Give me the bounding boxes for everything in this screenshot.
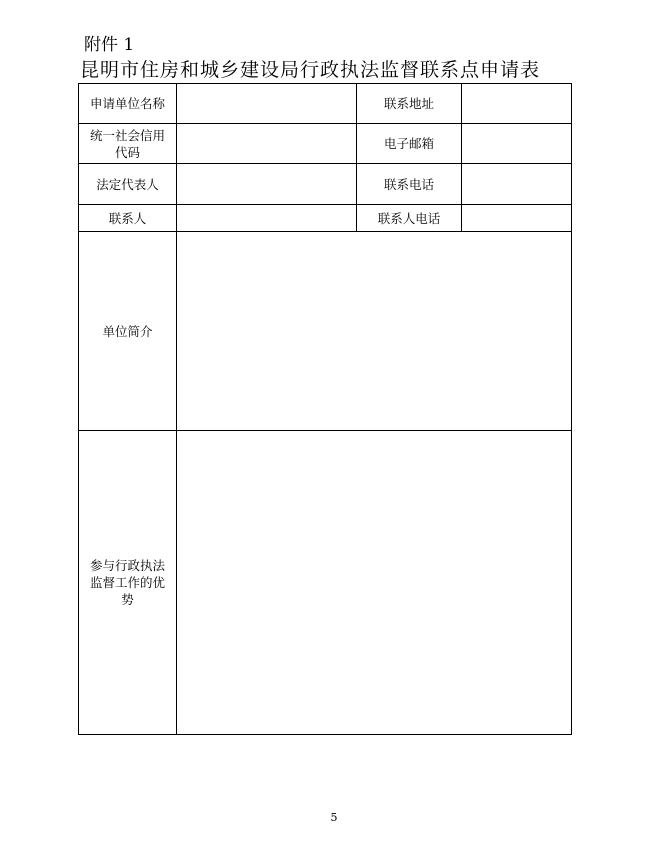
page-number: 5 — [330, 811, 338, 824]
contact-address-label: 联系地址 — [357, 84, 462, 124]
phone-field[interactable] — [462, 164, 572, 205]
contact-phone-label: 联系人电话 — [357, 205, 462, 232]
advantages-field[interactable] — [177, 431, 572, 735]
form-row-applicant — [79, 84, 572, 124]
form-row-contact — [79, 205, 572, 232]
credit-code-label: 统一社会信用代码 — [89, 127, 165, 160]
legal-rep-label: 法定代表人 — [79, 164, 177, 205]
advantages-label: 参与行政执法监督工作的优势 — [89, 558, 165, 607]
form-row-advantages — [79, 431, 572, 735]
email-field[interactable] — [462, 124, 572, 164]
contact-person-field[interactable] — [177, 205, 357, 232]
contact-address-field[interactable] — [462, 84, 572, 124]
form-row-profile — [79, 232, 572, 431]
email-label: 电子邮箱 — [357, 124, 462, 164]
profile-field[interactable] — [177, 232, 572, 431]
application-form-table — [78, 83, 572, 735]
applicant-name-label: 申请单位名称 — [79, 84, 177, 124]
credit-code-field[interactable] — [177, 124, 357, 164]
legal-rep-field[interactable] — [177, 164, 357, 205]
contact-phone-field[interactable] — [462, 205, 572, 232]
phone-label: 联系电话 — [357, 164, 462, 205]
page-title: 昆明市住房和城乡建设局行政执法监督联系点申请表 — [80, 59, 541, 81]
profile-label: 单位简介 — [79, 232, 177, 431]
advantages-label-cell — [79, 431, 177, 735]
form-row-credit — [79, 124, 572, 164]
credit-code-label-cell — [79, 124, 177, 164]
form-row-legal — [79, 164, 572, 205]
attachment-label: 附件 1 — [84, 35, 135, 55]
contact-person-label: 联系人 — [79, 205, 177, 232]
applicant-name-field[interactable] — [177, 84, 357, 124]
